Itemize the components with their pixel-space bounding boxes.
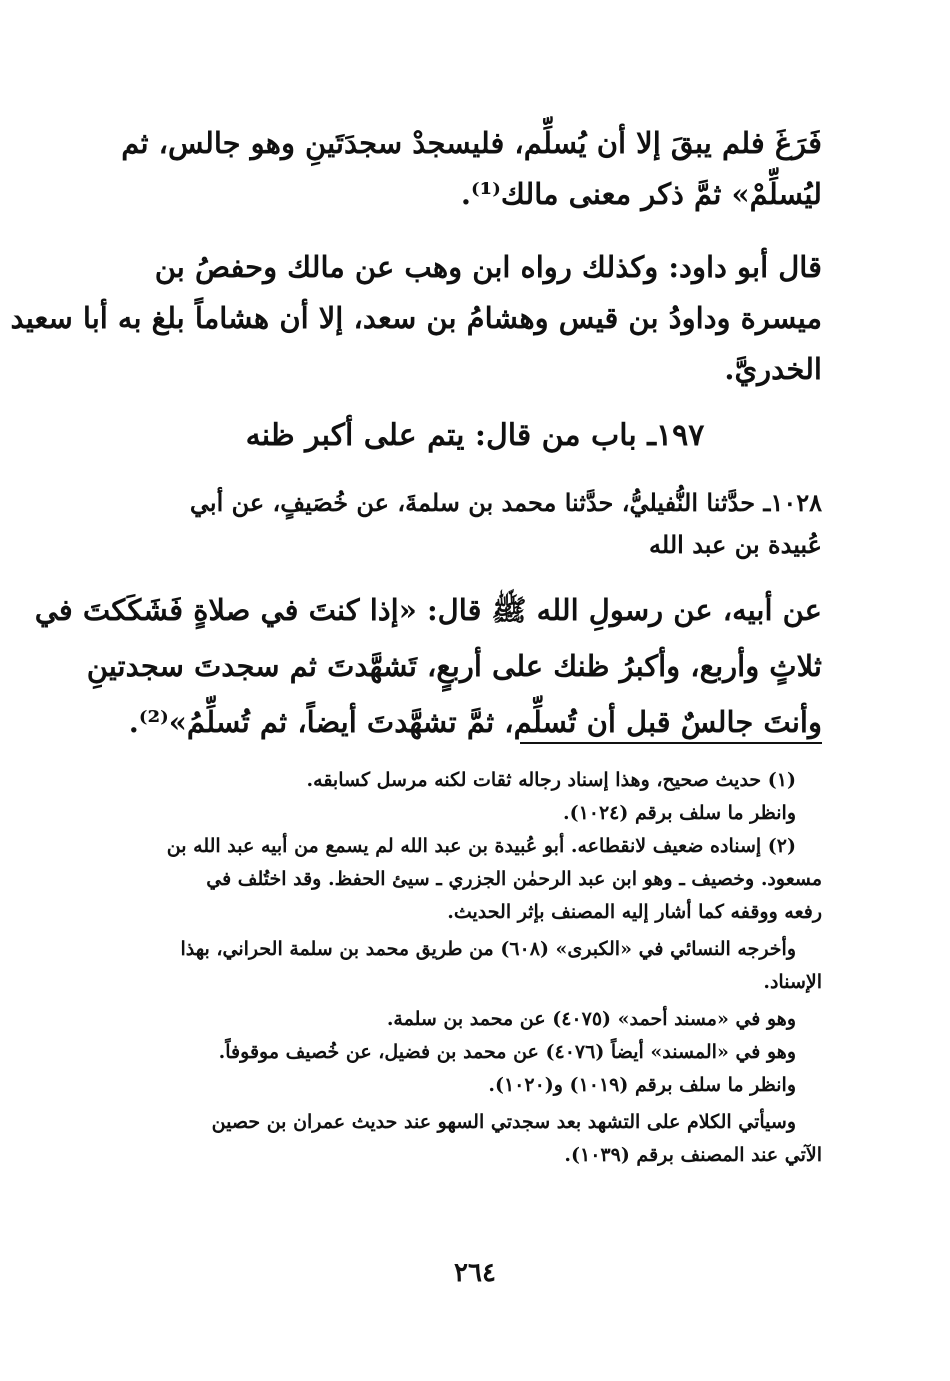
hadith-line-3: وأنتَ جالسٌ قبل أن تُسلِّم، ثمَّ تشهَّدتَ أيضاً، ثم تُسلِّمُ»⁽²⁾. — [128, 705, 822, 739]
isnad-paragraph — [100, 482, 822, 566]
footnote-2-line-3: رفعه ووقفه كما أشار إليه المصنف بإثر الحديث. — [447, 901, 822, 923]
footnote-2-source-line-2: الإسناد. — [763, 971, 822, 993]
hadith-line-2: ثلاثٍ وأربع، وأكبرُ ظنك على أربعٍ، تَشهَّدتَ ثم سجدتَ سجدتينِ — [86, 649, 822, 683]
hadith-line-1: عن أبيه، عن رسولِ الله ﷺ قال: «إذا كنتَ في صلاةٍ فَشَكَكتَ في — [34, 593, 822, 627]
chapter-title: ١٩٧ـ باب من قال: يتم على أكبر ظنه — [245, 418, 705, 453]
footnote-2-note-line-2: الآتي عند المصنف برقم (١٠٣٩). — [564, 1144, 822, 1166]
hadith-text — [34, 582, 822, 750]
footnote-1-line-1: (١) حديث صحيح، وهذا إسناد رجاله ثقات لكنه مرسل كسابقه. — [306, 769, 796, 791]
commentary-line-1: قال أبو داود: وكذلك رواه ابن وهب عن مالك وحفصُ بن — [154, 250, 822, 284]
footnote-separator — [520, 742, 822, 744]
footnote-2-line-2: مسعود. وخصيف ـ وهو ابن عبد الرحمٰن الجزري ـ سيئ الحفظ. وقد اختُلف في — [206, 868, 822, 890]
isnad-line-1: ١٠٢٨ـ حدَّثنا النُّفيليُّ، حدَّثنا محمد بن سلمةَ، عن خُصَيفٍ، عن أبي — [189, 488, 822, 517]
footnote-2-ref-line-3: وانظر ما سلف برقم (١٠١٩) و(١٠٢٠). — [488, 1074, 796, 1096]
footnote-1-line-2: وانظر ما سلف برقم (١٠٢٤). — [562, 802, 796, 824]
footnote-2 — [100, 830, 822, 929]
intro-line-2: ليُسلِّمْ» ثمَّ ذكر معنى مالك⁽¹⁾. — [460, 177, 822, 211]
footnote-1 — [100, 764, 822, 830]
commentary-paragraph — [10, 242, 822, 395]
page-number: ٢٦٤ — [454, 1258, 496, 1288]
footnotes-section — [100, 764, 822, 1172]
footnote-2-note — [100, 1106, 822, 1172]
footnote-2-line-1: (٢) إسناده ضعيف لانقطاعه. أبو عُبيدة بن عبد الله لم يسمع من أبيه عبد الله بن — [166, 835, 796, 857]
footnote-2-references — [100, 1003, 822, 1102]
intro-paragraph — [100, 118, 822, 220]
footnote-2-source — [100, 933, 822, 999]
isnad-line-2: عُبيدة بن عبد الله — [649, 530, 822, 559]
footnote-2-ref-line-2: وهو في «المسند» أيضاً (٤٠٧٦) عن محمد بن فضيل، عن خُصيف موقوفاً. — [218, 1041, 796, 1063]
footnote-2-note-line-1: وسيأتي الكلام على التشهد بعد سجدتي السهو عند حديث عمران بن حصين — [211, 1111, 796, 1133]
commentary-line-3: الخدريَّ. — [724, 352, 822, 386]
intro-line-1: فَرَغَ فلم يبقَ إلا أن يُسلِّم، فليسجدْ سجدَتَينِ وهو جالس، ثم — [121, 126, 822, 160]
commentary-line-2: ميسرة وداودُ بن قيس وهشامُ بن سعد، إلا أن هشاماً بلغ به أبا سعيد — [10, 301, 822, 335]
footnote-2-source-line-1: وأخرجه النسائي في «الكبرى» (٦٠٨) من طريق محمد بن سلمة الحراني، بهذا — [180, 938, 796, 960]
footnote-2-ref-line-1: وهو في «مسند أحمد» (٤٠٧٥) عن محمد بن سلمة. — [386, 1008, 796, 1030]
